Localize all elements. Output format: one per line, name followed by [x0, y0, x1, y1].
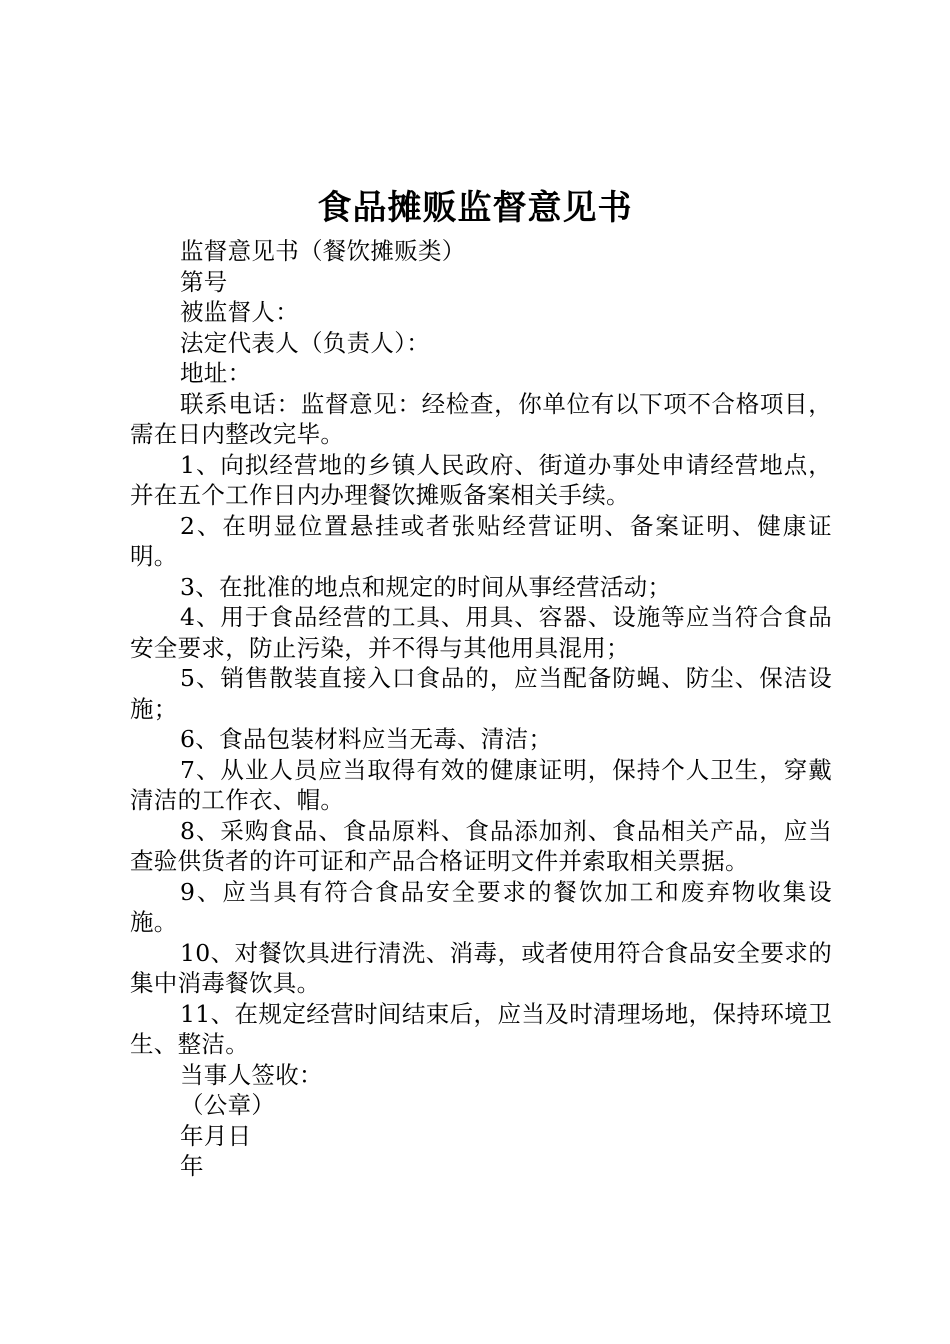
- paragraph-legal-representative: 法定代表人（负责人）：: [180, 328, 431, 357]
- paragraph-number: 第号: [180, 267, 228, 296]
- paragraph-date: 年月日: [180, 1121, 252, 1150]
- document-body: [130, 236, 832, 1182]
- paragraph-item-8: 8、采购食品、食品原料、食品添加剂、食品相关产品，应当查验供货者的许可证和产品合格证明文件并索取相关票据。: [130, 816, 832, 875]
- paragraph-item-10: 10、对餐饮具进行清洗、消毒，或者使用符合食品安全要求的集中消毒餐饮具。: [130, 938, 832, 997]
- paragraph-supervised-party: 被监督人：: [180, 298, 299, 326]
- paragraph-item-6: 6、食品包装材料应当无毒、清洁；: [180, 725, 553, 753]
- paragraph-item-3: 3、在批准的地点和规定的时间从事经营活动；: [180, 572, 672, 601]
- paragraph-address: 地址：: [180, 359, 252, 387]
- paragraph-year: 年: [180, 1152, 204, 1180]
- paragraph-form-type: 监督意见书（餐饮摊贩类）: [180, 237, 466, 265]
- paragraph-seal: （公章）: [180, 1091, 276, 1119]
- paragraph-item-11: 11、在规定经营时间结束后，应当及时清理场地，保持环境卫生、整洁。: [130, 999, 832, 1058]
- paragraph-item-5: 5、销售散装直接入口食品的，应当配备防蝇、防尘、保洁设施；: [130, 664, 832, 723]
- paragraph-phone-and-opinion: 联系电话：监督意见：经检查，你单位有以下项不合格项目，需在日内整改完毕。: [130, 389, 832, 448]
- paragraph-item-2: 2、在明显位置悬挂或者张贴经营证明、备案证明、健康证明。: [130, 511, 832, 570]
- paragraph-item-7: 7、从业人员应当取得有效的健康证明，保持个人卫生，穿戴清洁的工作衣、帽。: [130, 755, 832, 814]
- paragraph-signature: 当事人签收：: [180, 1060, 323, 1089]
- paragraph-item-9: 9、应当具有符合食品安全要求的餐饮加工和废弃物收集设施。: [130, 877, 832, 936]
- document-title: 食品摊贩监督意见书: [317, 188, 633, 228]
- paragraph-item-4: 4、用于食品经营的工具、用具、容器、设施等应当符合食品安全要求，防止污染，并不得与其他用具混用；: [130, 603, 832, 662]
- paragraph-item-1: 1、向拟经营地的乡镇人民政府、街道办事处申请经营地点，并在五个工作日内办理餐饮摊贩备案相关手续。: [130, 450, 832, 509]
